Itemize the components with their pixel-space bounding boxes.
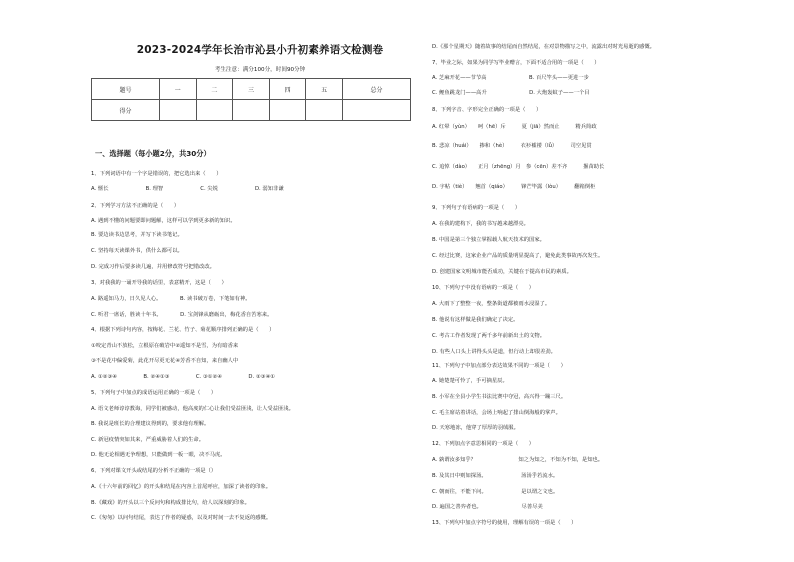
- score-cell[interactable]: [342, 100, 410, 121]
- score-cell[interactable]: [306, 100, 343, 121]
- score-header-cell: 四: [269, 79, 306, 100]
- question-line: B. 悲凉（huái） 掺和（hè） 衣衫褴褛（lǚ） 司空见贯: [432, 143, 592, 149]
- score-table-score-row: [92, 100, 411, 121]
- exam-title: 2023-2024学年长治市沁县小升初素养语文检测卷: [136, 44, 384, 56]
- question-line: A. 孰谓汝多知乎？ 知之为知之，不知为不知，是知也。: [432, 457, 604, 463]
- question-line: A. 语文老师谆谆教诲，同学们被感动，他高度的仁心让我们受益匪浅，让人受益匪浅。: [91, 406, 294, 412]
- score-cell[interactable]: [196, 100, 233, 121]
- score-header-cell: 二: [196, 79, 233, 100]
- question-line: D. 有些人口头上讲得头头是道，但行动上却很差劲。: [432, 349, 556, 355]
- question-line: C. 新冠疫情突如其来，严重威胁着人们的生命。: [91, 437, 205, 443]
- question-line: A. ①②③④ B. ②④①③ C. ③①②④ D. ②③④①: [91, 374, 275, 380]
- question-line: C. 考古工作者发现了两千多年前新出土的文物。: [432, 333, 546, 339]
- question-line: B. 他说有这样做是我们确定了决定。: [432, 317, 519, 323]
- question-line: B. 我说是班长的合理建议得到的，要求他有理解。: [91, 421, 210, 427]
- exam-note: 考生注意：满分100分，时间90分钟: [214, 67, 306, 73]
- question-line: 13、下列句中加点字符号的使用，理解有误的一项是（ ）: [432, 520, 577, 526]
- question-line: 11、下列句子中加点部分表达效果不同的一项是（ ）: [432, 363, 566, 369]
- question-line: A. 路遥知马力，日久见人心。 B. 读书破万卷，下笔如有神。: [91, 296, 251, 302]
- question-line: A. 遇到不懂的问题要即问题解，这样可以学到更多新的知识。: [91, 218, 236, 224]
- question-line: D. 天寒地冻，他穿了厚厚的羽绒服。: [432, 425, 519, 431]
- score-table: [91, 78, 411, 121]
- question-line: 10、下列句子中没有语病的一项是（ ）: [432, 285, 535, 291]
- question-line: 8、下列字音、字形完全正确的一项是（ ）: [432, 107, 542, 113]
- question-line: 12、下列加点字意思相同的一项是（ ）: [432, 441, 535, 447]
- score-row-label: 得分: [92, 100, 160, 121]
- question-line: C.《匆匆》以问句结尾，表达了作者的疑惑，以及对时间一去不复返的感慨。: [91, 515, 272, 521]
- question-line: 5、下列句子中加点的成语运用正确的一项是（ ）: [91, 390, 217, 396]
- score-cell[interactable]: [269, 100, 306, 121]
- question-line: D. 完成习作后要多读几遍，并用修改符号把错改改。: [91, 264, 215, 270]
- question-line: A. 惬长 B. 理智 C. 尖锐 D. 弱知非谦: [91, 186, 284, 192]
- question-line: C. 听君一席话，胜读十年书。 D. 宝剑锋从磨砺出，梅花香自苦寒来。: [91, 312, 273, 318]
- question-line: C. 鲤鱼跳龙门——高升 D. 大炮轰蚊子——一个目: [432, 90, 590, 96]
- question-line: B.《藏戏》的开头以三个反问句和构成排比句，给人以深刻的印象。: [91, 500, 250, 506]
- score-header-cell: 一: [159, 79, 196, 100]
- question-line: A. 芝麻开花——节节高 B. 百尺竿头——更进一步: [432, 75, 589, 81]
- score-cell[interactable]: [159, 100, 196, 121]
- question-line: D. 字帖（tiè） 翘首（qiáo） 锋芒毕露（lòu） 翻箱倒柜: [432, 184, 596, 190]
- question-line: 6、下列对课文开头或结尾的分析不正确的一项是（）: [91, 468, 217, 474]
- question-line: D. 遍国之善弈者也。 尽善尽美: [432, 504, 543, 510]
- question-line: C. 坚持每天读课外书，供什么都可以。: [91, 248, 183, 254]
- question-line: 9、下列句子有语病的一项是（ ）: [432, 205, 521, 211]
- question-line: 2、下列学习方法不正确的是（ ）: [91, 203, 180, 209]
- question-line: D. 创建国家文明城市能否成功，关键在于提高市民的素质。: [432, 269, 572, 275]
- score-header-cell: 题号: [92, 79, 160, 100]
- question-line: 1、下列词语中有一个字是错误的，把它选出来（ ）: [91, 171, 222, 177]
- question-line: C. 经过比赛，这家企业产品的质量明显提高了，避免此类事故再次发生。: [432, 253, 604, 259]
- question-line: ①咬定青山不放松，立根原在破岩中②遥知不是雪，为有暗香来: [91, 343, 239, 349]
- score-header-cell: 总分: [342, 79, 410, 100]
- question-line: B. 小军在全县小学生书法比赛中夺冠，高兴得一蹦三尺。: [432, 394, 567, 400]
- question-line: B. 中国是第三个独立掌握载人航天技术的国家。: [432, 237, 545, 243]
- question-line: A. 在我的建构下，我的书写越来越漂亮。: [432, 221, 529, 227]
- question-line: A. 红晕（yùn） 呵（hē）斥 夏（jiā）然而止 精兵简政: [432, 124, 597, 130]
- score-table-header-row: [92, 79, 411, 100]
- question-line: B. 及其日中则如探汤。 汤汤乎若流水。: [432, 473, 559, 479]
- section-heading: 一、选择题（每小题2分，共30分）: [95, 149, 211, 158]
- score-header-cell: 三: [233, 79, 270, 100]
- question-line: A.《十六年前的回忆》的开头和结尾在内容上首尾呼应，加深了读者的印象。: [91, 484, 272, 490]
- question-line: 7、毕业之际，如果为同学写毕业赠言，下面不适合用的一项是（ ）: [432, 60, 600, 66]
- question-line: C. 朝而往，不能下问。 是以谓之文也。: [432, 489, 559, 495]
- question-line: A. 大雨下了整整一夜，整条街道都被雨水浸湿了。: [432, 301, 551, 307]
- question-line: A. 她楚楚可怜了，手可摘星辰。: [432, 378, 508, 384]
- question-line: C. 追悼（dào） 正月（zhēng）月 参（cēn）差不齐 揠苗助长: [432, 164, 605, 170]
- question-line: 3、对我我的一诵开导我的话里，表意精开，这是（ ）: [91, 280, 227, 286]
- question-line: D. 他无论相遇无争理想，只能做到一板一眼，决不马虎。: [91, 452, 226, 458]
- question-line: D.《那个星期天》随着故事的结尾而自然结尾，在对景物描写之中，流露出对时光易逝的感慨。: [432, 44, 655, 50]
- question-line: ③不是花中偏爱菊，此花开尽更无花④芳香不自知，来自幽人中: [91, 358, 239, 364]
- question-line: B. 要边读书边思考，并写下读书笔记。: [91, 232, 183, 238]
- question-line: 4、根据下列诗句内容，按梅花、兰花、竹子、菊花顺序排列正确的是（ ）: [91, 327, 275, 333]
- score-header-cell: 五: [306, 79, 343, 100]
- question-line: C. 毛主席站着讲话，会场上响起了排山倒海般的掌声。: [432, 410, 561, 416]
- score-cell[interactable]: [233, 100, 270, 121]
